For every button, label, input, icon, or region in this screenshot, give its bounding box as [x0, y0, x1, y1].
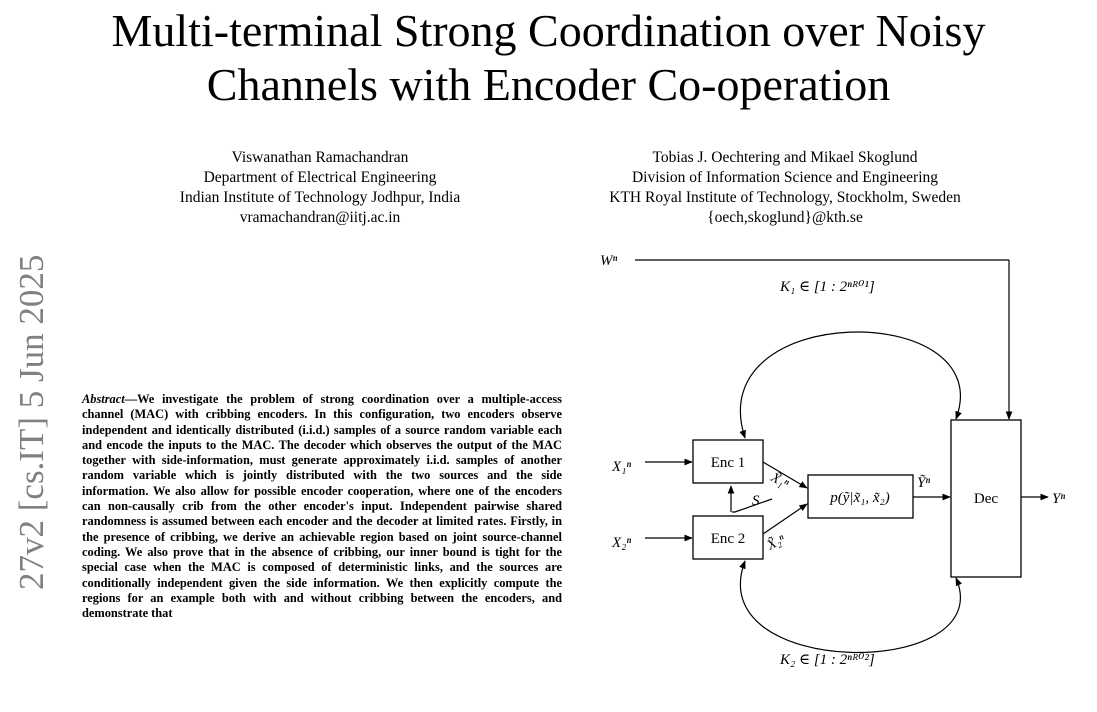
- input-2-label: X₂ⁿ: [612, 535, 632, 551]
- side-info-label: Wⁿ: [600, 253, 618, 269]
- key-1-label: K₁ ∈ [1 : 2ⁿᴿ⁰¹]: [780, 279, 875, 295]
- paper-title-line-1: Multi-terminal Strong Coordination over Noisy: [111, 5, 986, 56]
- author-name: Viswanathan Ramachandran: [231, 149, 409, 166]
- author-email: vramachandran@iitj.ac.in: [239, 209, 401, 226]
- encoder-1-label: Enc 1: [710, 455, 746, 471]
- channel-input-2-label: X̃₂ⁿ: [764, 531, 788, 554]
- paper-title-line-2: Channels with Encoder Co-operation: [206, 59, 891, 110]
- author-email: {oech,skoglund}@kth.se: [707, 209, 863, 226]
- input-1-label: X₁ⁿ: [612, 459, 632, 475]
- author-block-2: [565, 148, 1005, 228]
- author-department: Department of Electrical Engineering: [203, 169, 437, 186]
- decoder-label: Dec: [973, 491, 999, 507]
- abstract-label: Abstract: [82, 392, 125, 406]
- author-department: Division of Information Science and Engineering: [631, 169, 939, 186]
- arxiv-watermark: 27v2 [cs.IT] 5 Jun 2025: [12, 254, 51, 590]
- output-label: Yⁿ: [1052, 491, 1066, 507]
- channel-input-1-label: X̃₁ⁿ: [768, 470, 791, 492]
- author-block-1: [110, 148, 530, 228]
- key-2-label: K₂ ∈ [1 : 2ⁿᴿ⁰²]: [780, 652, 875, 668]
- abstract-text: —We investigate the problem of strong coordination over a multiple-access channel (MAC) with cribbing encoders. In this configuration, two encoders observe independent and identically distributed (i.i.d.) samples of a source random variable each and encode the inputs to the MAC. The decoder which observes the output of the MAC together with side-information, must generate approximately i.i.d. samples of another random variable which is jointly distributed with the two sources and the side information. We also allow for possible encoder cooperation, where one of the encoders can non-causally crib from the other encoder's input. Independent pairwise shared randomness is assumed between each encoder and the decoder at limited rates. Firstly, in the presence of cribbing, we derive an achievable region based on joint source-channel coding. We also prove that in the absence of cribbing, our inner bound is tight for the special case when the MAC is composed of deterministic links, and the sources are conditionally independent given the side information. We then explicitly compute the regions for an example both with and without cribbing between the encoders, and demonstrate that: [82, 392, 562, 621]
- crib-label: S: [752, 493, 760, 509]
- key-2-arc: [740, 561, 960, 652]
- author-institution: KTH Royal Institute of Technology, Stockholm, Sweden: [609, 189, 961, 206]
- abstract: [82, 392, 562, 621]
- encoder-2-label: Enc 2: [710, 531, 746, 547]
- channel-input-2-arrow: [763, 504, 807, 534]
- channel-output-label: Ỹⁿ: [917, 475, 931, 491]
- author-name: Tobias J. Oechtering and Mikael Skoglund: [652, 149, 918, 166]
- author-institution: Indian Institute of Technology Jodhpur, India: [179, 189, 461, 206]
- system-model-diagram: [595, 248, 1097, 688]
- key-1-arc: [740, 332, 960, 438]
- channel-label: p(ỹ|x̃₁, x̃₂): [830, 490, 890, 506]
